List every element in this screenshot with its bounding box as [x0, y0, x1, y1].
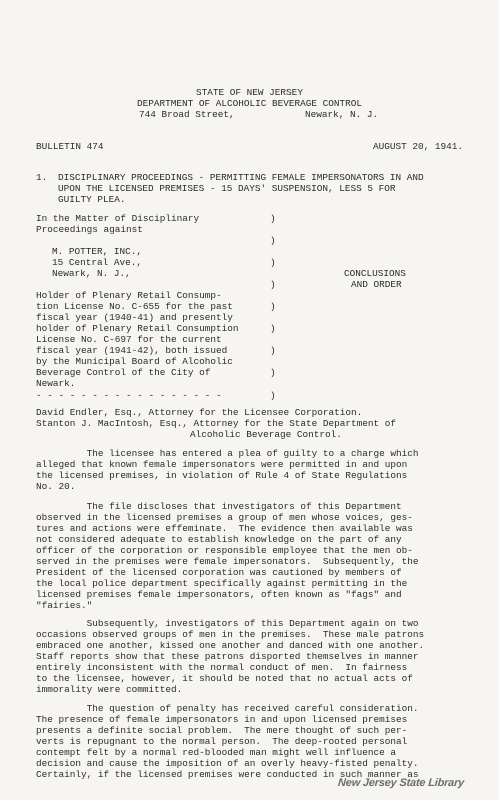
paragraph-line: The file discloses that investigators of this Department: [36, 501, 402, 512]
order-heading: AND ORDER: [351, 279, 402, 290]
paragraph-line: decision and cause the imposition of an overly heavy-fisted penalty.: [36, 758, 419, 769]
paragraph-line: verts is repugnant to the normal person. The deep-rooted personal: [36, 736, 408, 747]
paragraph-line: Certainly, if the licensed premises were conducted in such manner as: [36, 769, 419, 780]
paragraph-line: the licensed premises, in violation of Rule 4 of State Regulations: [36, 470, 408, 481]
paragraph-line: presents a definite social problem. The mere thought of such per-: [36, 725, 408, 736]
department-heading: DEPARTMENT OF ALCOHOLIC BEVERAGE CONTROL: [136, 98, 363, 109]
caption-line: by the Municipal Board of Alcoholic: [36, 356, 233, 367]
paragraph-line: The licensee has entered a plea of guilty to a charge which: [36, 448, 419, 459]
caption-line: fiscal year (1941-42), both issued: [36, 345, 228, 356]
caption-line: License No. C-697 for the current: [36, 334, 222, 345]
paragraph-line: embraced one another, kissed one another and danced with one another.: [36, 640, 425, 651]
paragraph-line: No. 20.: [36, 481, 76, 492]
paragraph-line: entirely inconsistent with the normal conduct of men. In fairness: [36, 662, 408, 673]
caption-line: Proceedings against: [36, 224, 143, 235]
caption-bracket: ): [270, 390, 276, 401]
paragraph-line: officer of the corporation or responsible employee that the men ob-: [36, 545, 413, 556]
paragraph-line: occasions observed groups of men in the premises. These male patrons: [36, 629, 425, 640]
paragraph-line: not considered adequate to establish knowledge on the part of any: [36, 534, 402, 545]
caption-bracket: ): [270, 367, 276, 378]
paragraph-line: immorality were committed.: [36, 684, 183, 695]
paragraph-line: to the licensee, however, it should be noted that no actual acts of: [36, 673, 413, 684]
caption-line: 15 Central Ave.,: [52, 257, 143, 268]
caption-line: Newark.: [36, 378, 76, 389]
attorney-line: Alcoholic Beverage Control.: [190, 429, 342, 440]
caption-bracket: ): [270, 301, 276, 312]
caption-line: fiscal year (1940-41) and presently: [36, 312, 233, 323]
caption-line: In the Matter of Disciplinary: [36, 213, 200, 224]
caption-bracket: ): [270, 213, 276, 224]
attorney-line: Stanton J. MacIntosh, Esq., Attorney for the State Department of: [36, 418, 397, 429]
caption-bracket: ): [270, 235, 276, 246]
attorney-line: David Endler, Esq., Attorney for the Licensee Corporation.: [36, 407, 363, 418]
paragraph-line: the local police department specifically against permitting in the: [36, 578, 408, 589]
caption-bracket: ): [270, 323, 276, 334]
address-line: 744 Broad Street,: [139, 109, 235, 120]
paragraph-line: The presence of female impersonators in and upon licensed premises: [36, 714, 408, 725]
caption-line: tion License No. C-655 for the past: [36, 301, 233, 312]
paragraph-line: contempt felt by a normal red-blooded man might well influence a: [36, 747, 397, 758]
item-title-line: UPON THE LICENSED PREMISES - 15 DAYS' SUSPENSION, LESS 5 FOR: [58, 183, 396, 194]
body-paragraph: [36, 703, 476, 780]
library-watermark: New Jersey State Library: [337, 777, 465, 789]
paragraph-line: President of the licensed corporation was cautioned by members of: [36, 567, 402, 578]
paragraph-line: licensed premises female impersonators, often known as "fags" and: [36, 589, 402, 600]
state-heading: STATE OF NEW JERSEY: [196, 87, 303, 98]
paragraph-line: tures and actions were effeminate. The evidence then available was: [36, 523, 413, 534]
caption-line: Holder of Plenary Retail Consump-: [36, 290, 222, 301]
caption-line: Newark, N. J.,: [52, 268, 131, 279]
paragraph-line: alleged that known female impersonators were permitted in and upon: [36, 459, 408, 470]
bulletin-date: AUGUST 20, 1941.: [373, 141, 464, 152]
caption-line: Beverage Control of the City of: [36, 367, 211, 378]
city-line: Newark, N. J.: [305, 109, 379, 120]
caption-bracket: ): [270, 279, 276, 290]
caption-dashes: - - - - - - - - - - - - - - - - -: [36, 390, 222, 401]
paragraph-line: observed in the licensed premises a group of men whose voices, ges-: [36, 512, 413, 523]
paragraph-line: Staff reports show that these patrons disported themselves in manner: [36, 651, 419, 662]
item-title-line: GUILTY PLEA.: [58, 194, 126, 205]
caption-line: M. POTTER, INC.,: [52, 246, 143, 257]
body-paragraph: [36, 501, 476, 611]
body-paragraph: [36, 448, 476, 492]
item-title-line: DISCIPLINARY PROCEEDINGS - PERMITTING FEMALE IMPERSONATORS IN AND: [58, 172, 424, 183]
paragraph-line: served in the premises were female impersonators. Subsequently, the: [36, 556, 419, 567]
bulletin-number: BULLETIN 474: [36, 141, 104, 152]
paragraph-line: The question of penalty has received careful consideration.: [36, 703, 419, 714]
item-number: 1.: [36, 172, 48, 183]
caption-line: holder of Plenary Retail Consumption: [36, 323, 239, 334]
paragraph-line: Subsequently, investigators of this Department again on two: [36, 618, 419, 629]
caption-bracket: ): [270, 257, 276, 268]
paragraph-line: "fairies.": [36, 600, 93, 611]
body-paragraph: [36, 618, 476, 695]
caption-bracket: ): [270, 345, 276, 356]
conclusions-heading: CONCLUSIONS: [344, 268, 406, 279]
